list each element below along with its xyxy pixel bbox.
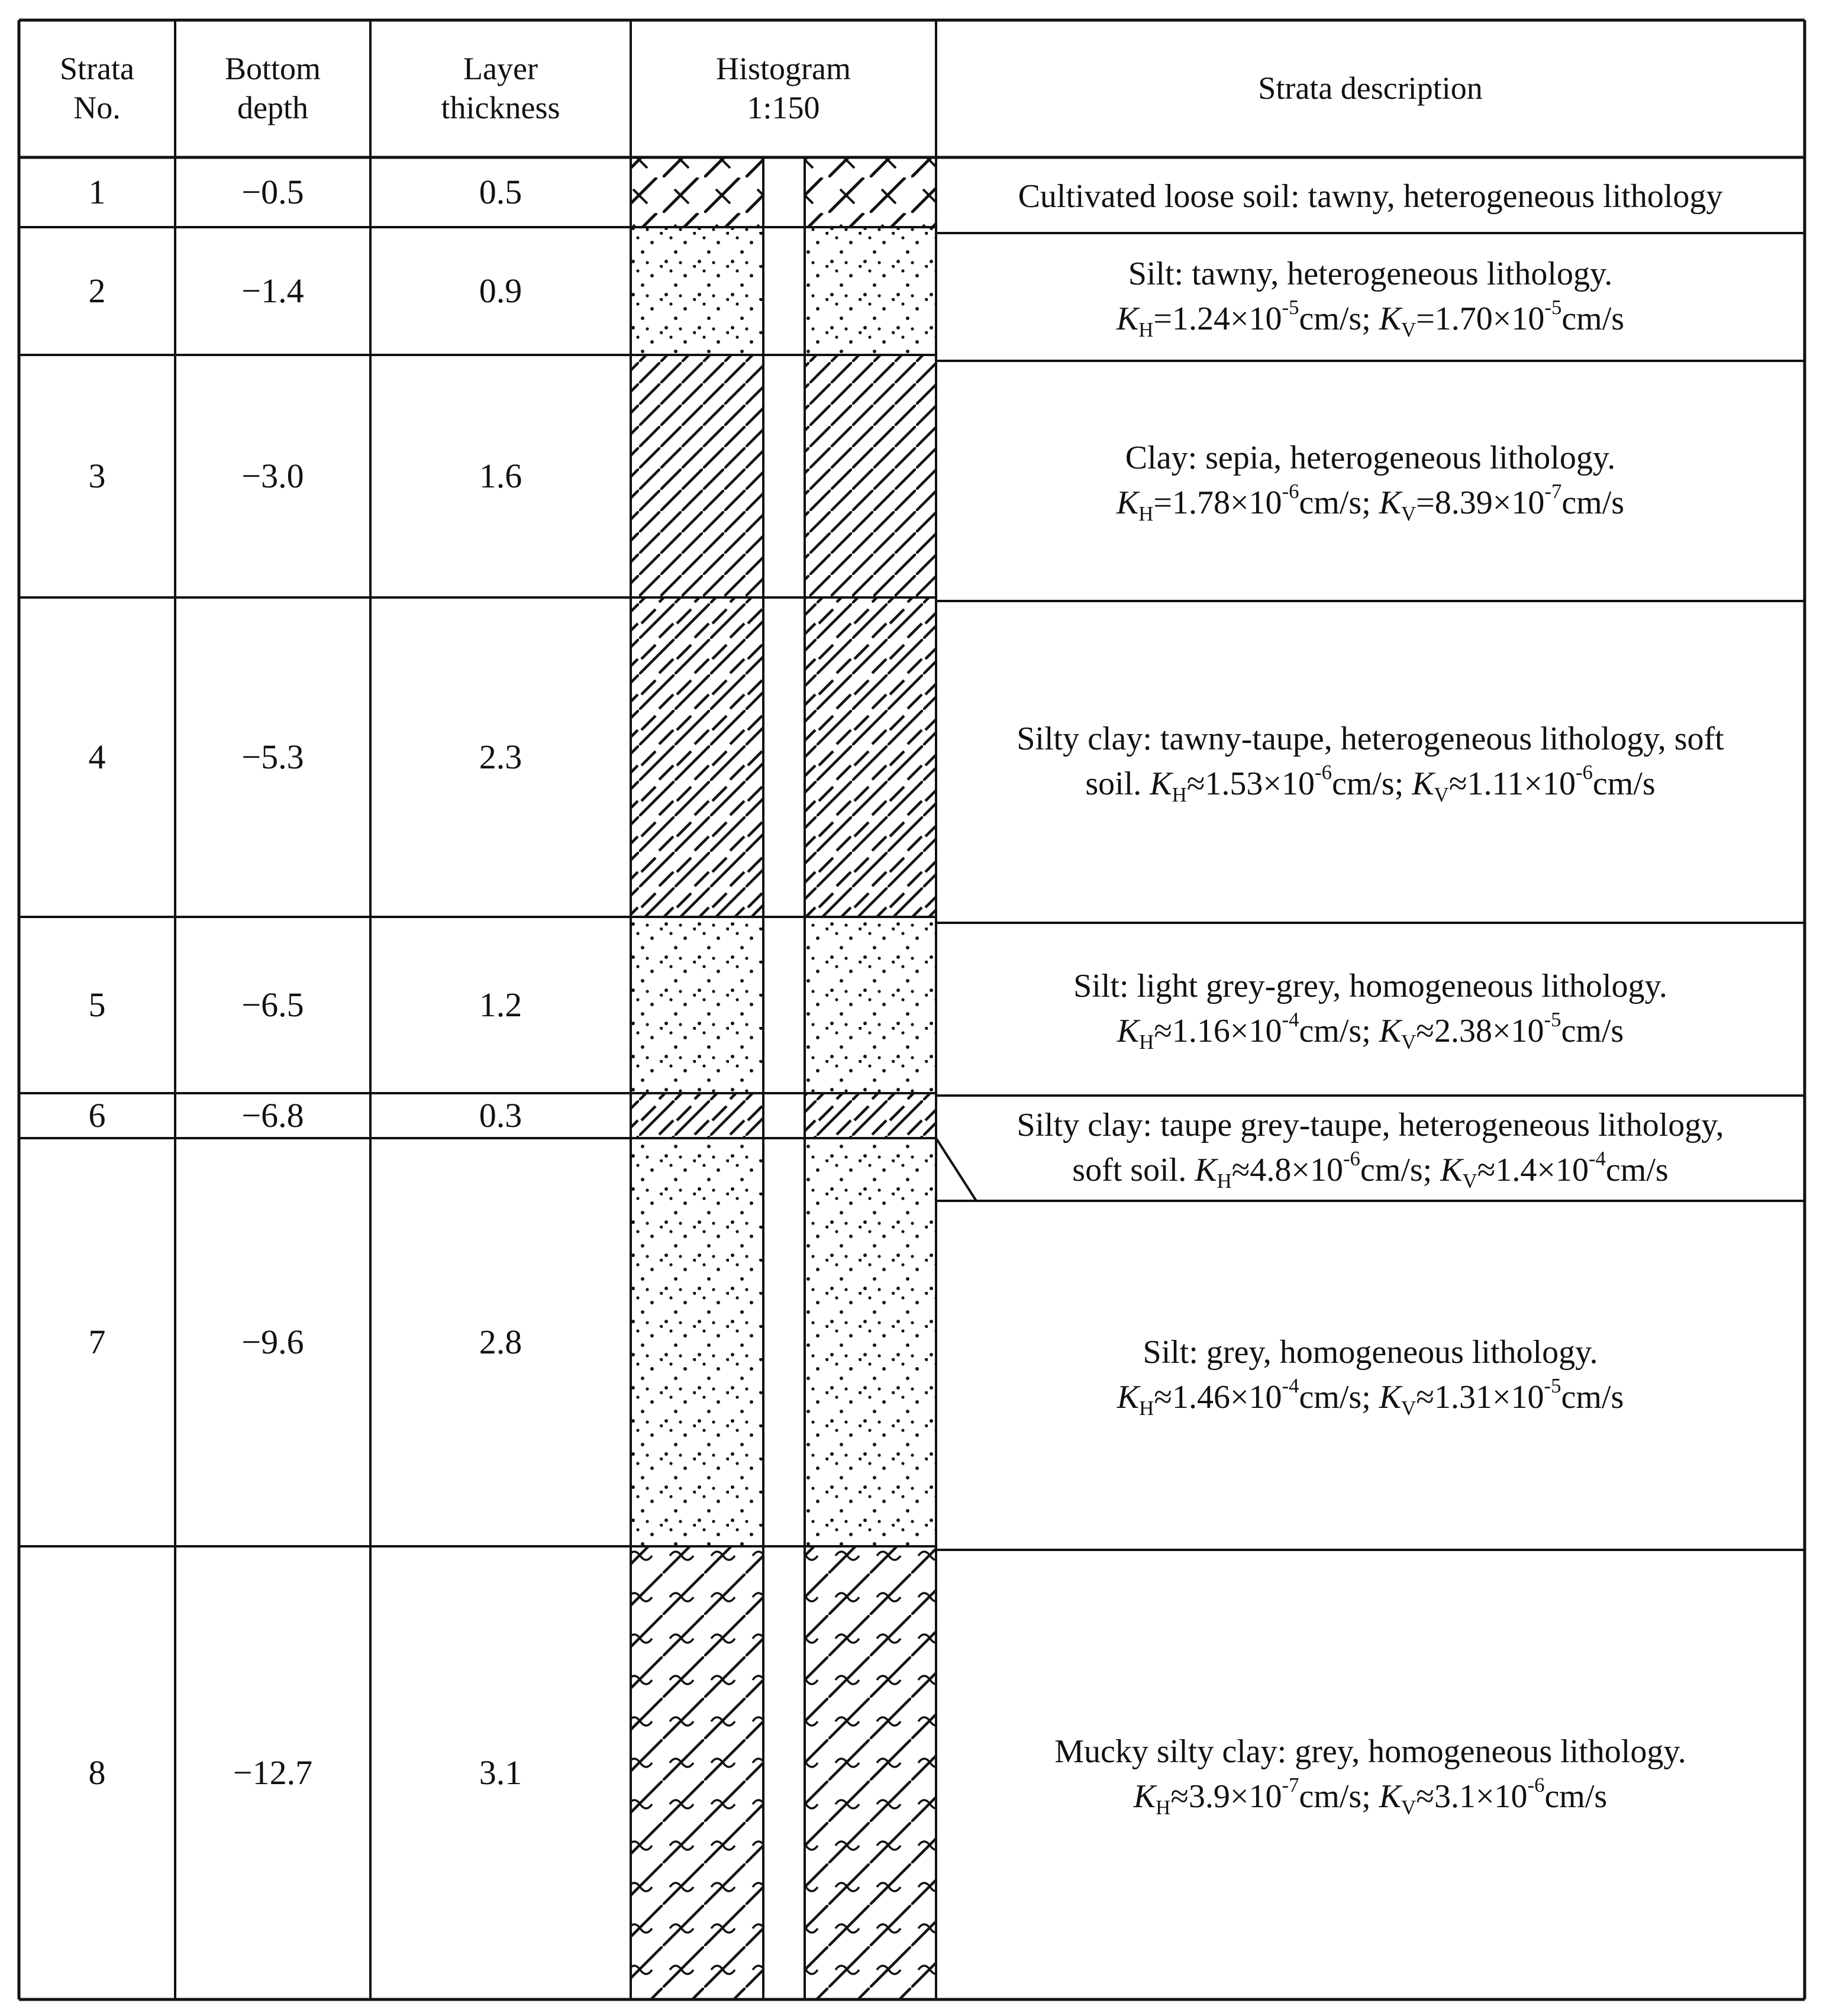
header-strata-no	[19, 20, 175, 157]
description-text-8	[1054, 1730, 1686, 1819]
strata-no-6: 6	[88, 1096, 106, 1135]
layer-thickness-3: 1.6	[479, 456, 522, 495]
histogram-fill-right-1	[805, 157, 936, 227]
header-strata-description	[936, 20, 1805, 157]
description-line-7-1: Silt: grey, homogeneous lithology.	[1143, 1334, 1598, 1371]
bottom-depth-8: −12.7	[233, 1753, 313, 1792]
strata-description-3	[942, 361, 1799, 601]
histogram-fill-left-4	[631, 597, 763, 917]
bottom-depth-4: −5.3	[241, 737, 304, 776]
description-line-8-1: Mucky silty clay: grey, homogeneous lithology.	[1054, 1733, 1686, 1771]
description-line-6-1: Silty clay: taupe grey-taupe, heterogeneous lithology,	[1017, 1107, 1724, 1144]
header-strata-no-line2: No.	[73, 90, 121, 125]
histogram-fill-right-6	[805, 1093, 936, 1138]
strata-description-8	[942, 1550, 1799, 1999]
histogram-fill-left-1	[631, 157, 763, 227]
description-line-6-2: soft soil. $K_H\approx 4.8\times 10^{-6}cm/s$; $K_V\approx 1.4\times 10^{-4}cm/s$	[1072, 1146, 1669, 1193]
description-line-4-2: soil. $K_H\approx 1.53\times 10^{-6}cm/s$; $K_V\approx 1.11\times 10^{-6}cm/s$	[1085, 760, 1656, 807]
strata-description-1	[942, 161, 1799, 233]
description-line-4-1: Silty clay: tawny-taupe, heterogeneous lithology, soft	[1017, 721, 1724, 758]
header-strata-no-line1: Strata	[60, 51, 134, 87]
description-line-8-2: $K_H\approx 3.9\times 10^{-7}cm/s$; $K_V\approx 3.1\times 10^{-6}cm/s$	[1133, 1773, 1608, 1820]
histogram-fill-left-2	[631, 227, 763, 355]
layer-thickness-5: 1.2	[479, 985, 522, 1024]
description-text-5	[1073, 964, 1667, 1054]
layer-thickness-2: 0.9	[479, 271, 522, 310]
bottom-depth-7: −9.6	[241, 1322, 304, 1361]
description-text-7	[1117, 1330, 1624, 1420]
strata-description-5	[942, 923, 1799, 1096]
description-line-3-1: Clay: sepia, heterogeneous lithology.	[1125, 440, 1616, 477]
layer-thickness-6: 0.3	[479, 1096, 522, 1135]
histogram-fill-left-6	[631, 1093, 763, 1138]
header-histogram	[631, 20, 936, 157]
bottom-depth-2: −1.4	[241, 271, 304, 310]
strata-no-4: 4	[88, 737, 106, 776]
description-line-3-2: $K_H=1.78\times 10^{-6}cm/s$; $K_V=8.39\times 10^{-7}cm/s$	[1116, 479, 1625, 526]
histogram-fill-right-3	[805, 355, 936, 597]
histogram-fill-left-8	[631, 1546, 763, 1999]
layer-thickness-4: 2.3	[479, 737, 522, 776]
strata-description-7	[942, 1201, 1799, 1550]
histogram-columns	[631, 157, 936, 1999]
histogram-fill-left-3	[631, 355, 763, 597]
histogram-fill-right-5	[805, 917, 936, 1093]
histogram-fill-left-7	[631, 1138, 763, 1546]
description-line-2-2: $K_H=1.24\times 10^{-5}cm/s$; $K_V=1.70\times 10^{-5}cm/s$	[1116, 295, 1625, 342]
description-line-7-2: $K_H\approx 1.46\times 10^{-4}cm/s$; $K_V\approx 1.31\times 10^{-5}cm/s$	[1117, 1374, 1624, 1420]
layer-thickness-8: 3.1	[479, 1753, 522, 1792]
layer-thickness-7: 2.8	[479, 1322, 522, 1361]
header-layer-thickness-line2: thickness	[441, 90, 560, 125]
histogram-fill-right-4	[805, 597, 936, 917]
strata-no-3: 3	[88, 456, 106, 495]
strata-no-7: 7	[88, 1322, 106, 1361]
histogram-fill-left-5	[631, 917, 763, 1093]
bottom-depth-1: −0.5	[241, 172, 304, 211]
description-text-3	[1117, 436, 1624, 525]
header-bottom-depth-line1: Bottom	[224, 51, 321, 87]
header-layer-thickness	[370, 20, 631, 157]
description-text-6	[1017, 1103, 1724, 1193]
strata-description-4	[942, 601, 1799, 923]
histogram-fill-right-7	[805, 1138, 936, 1546]
bottom-depth-5: −6.5	[241, 985, 304, 1024]
header-bottom-depth	[175, 20, 370, 157]
description-line-1-1: Cultivated loose soil: tawny, heterogeneous lithology	[1018, 178, 1723, 215]
strata-no-8: 8	[88, 1753, 106, 1792]
header-histogram-line2: 1:150	[747, 90, 820, 125]
strata-no-5: 5	[88, 985, 106, 1024]
description-line-5-2: $K_H\approx 1.16\times 10^{-4}cm/s$; $K_V\approx 2.38\times 10^{-5}cm/s$	[1117, 1007, 1624, 1054]
strata-no-1: 1	[88, 172, 106, 211]
histogram-fill-right-8	[805, 1546, 936, 1999]
strata-description-6	[942, 1096, 1799, 1201]
header-histogram-line1: Histogram	[716, 51, 851, 87]
header-strata-description-text: Strata description	[1258, 70, 1483, 106]
strata-no-2: 2	[88, 271, 106, 310]
description-line-2-1: Silt: tawny, heterogeneous lithology.	[1128, 256, 1613, 293]
bottom-depth-3: −3.0	[241, 456, 304, 495]
header-layer-thickness-line1: Layer	[463, 51, 538, 87]
layer-thickness-1: 0.5	[479, 172, 522, 211]
description-text-1	[1018, 175, 1723, 219]
bottom-depth-6: −6.8	[241, 1096, 304, 1135]
histogram-fill-right-2	[805, 227, 936, 355]
header-bottom-depth-line2: depth	[237, 90, 308, 125]
description-text-4	[1017, 717, 1724, 806]
description-text-2	[1117, 252, 1624, 341]
description-line-5-1: Silt: light grey-grey, homogeneous lithology.	[1073, 968, 1667, 1005]
strata-description-2	[942, 233, 1799, 361]
